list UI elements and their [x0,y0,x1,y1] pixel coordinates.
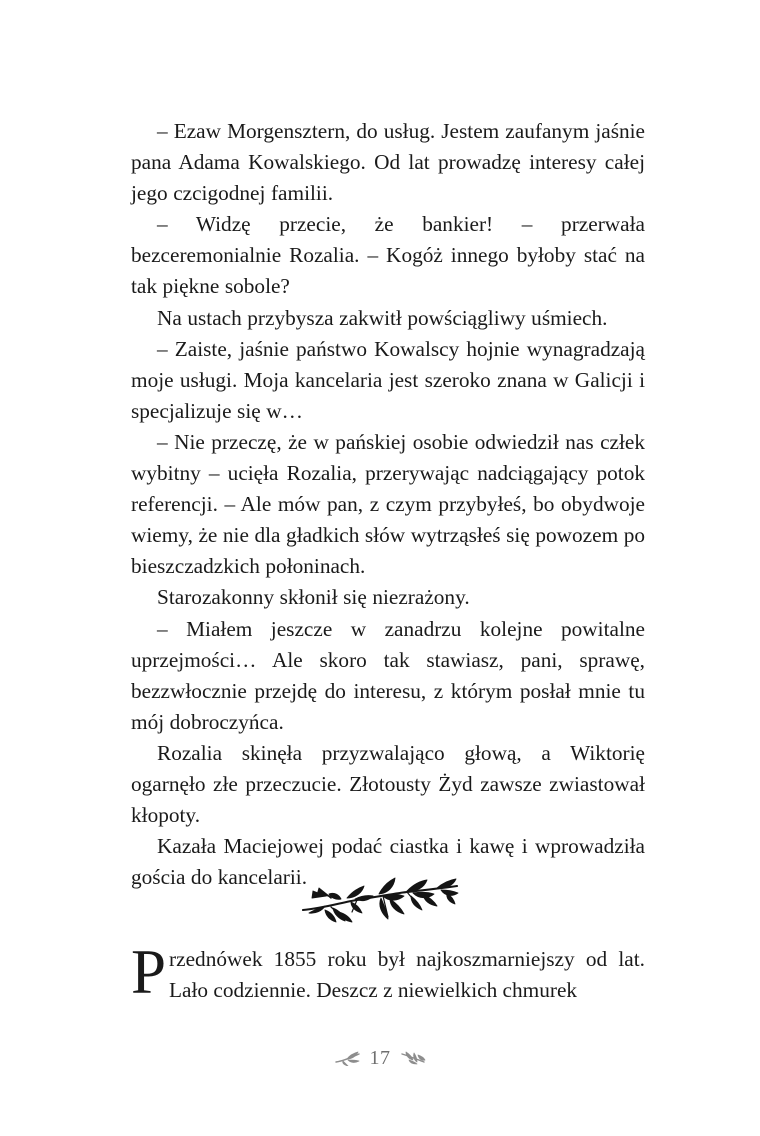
paragraph: – Zaiste, jaśnie państwo Kowalscy hojnie wynagradzają moje usługi. Moja kancelaria jest szeroko znana w Galicji i specjalizuje się w… [131,336,645,423]
leaf-sprig-right-icon [400,1050,426,1066]
closing-paragraph-block [131,937,645,1007]
leaf-sprig-left-icon [335,1050,361,1066]
page-number: 17 [369,1047,391,1069]
paragraph: Kazała Maciejowej podać ciastka i kawę i wprowadziła gościa do kancelarii. [131,834,645,890]
section-separator [0,872,760,924]
paragraph: Rozalia skinęła przyzwalająco głową, a Wiktorię ogarnęło złe przeczucie. Złotousty Żyd zawsze zwiastował kłopoty. [131,740,645,828]
paragraph: – Nie przeczę, że w pańskiej osobie odwiedził nas człek wybitny – ucięła Rozalia, przerywając nadciągający potok referencji. – Ale mów pan, z czym przybyłeś, bo obydwoje wiemy, że nie dla gładkich słów wytrząsłeś się powozem po bieszczadzkich połoninach. [131,429,645,579]
leafy-branch-ornament [295,872,465,924]
paragraph: Starozakonny skłonił się niezrażony. [157,585,470,610]
dropcap-paragraph: Przednówek 1855 roku był najkoszmarniejszy od lat. Lało codziennie. Deszcz z niewielkich chmurek [131,937,645,1007]
page-footer [0,1048,760,1068]
paragraph: – Ezaw Morgensztern, do usług. Jestem zaufanym jaśnie pana Adama Kowalskiego. Od lat prowadzę interesy całej jego czcigodnej familii. [131,119,645,206]
paragraph: – Miałem jeszcze w zanadrzu kolejne powitalne uprzejmości… Ale skoro tak stawiasz, pani, sprawę, bezzwłocznie przejdę do interesu, z którym posłał mnie tu mój dobroczyńca. [131,616,645,734]
paragraph: Na ustach przybysza zakwitł powściągliwy uśmiech. [157,305,608,330]
paragraph: – Widzę przecie, że bankier! – przerwała bezceremonialnie Rozalia. – Kogóż innego byłoby stać na tak piękne sobole? [131,212,645,299]
body-text-block [131,116,645,893]
